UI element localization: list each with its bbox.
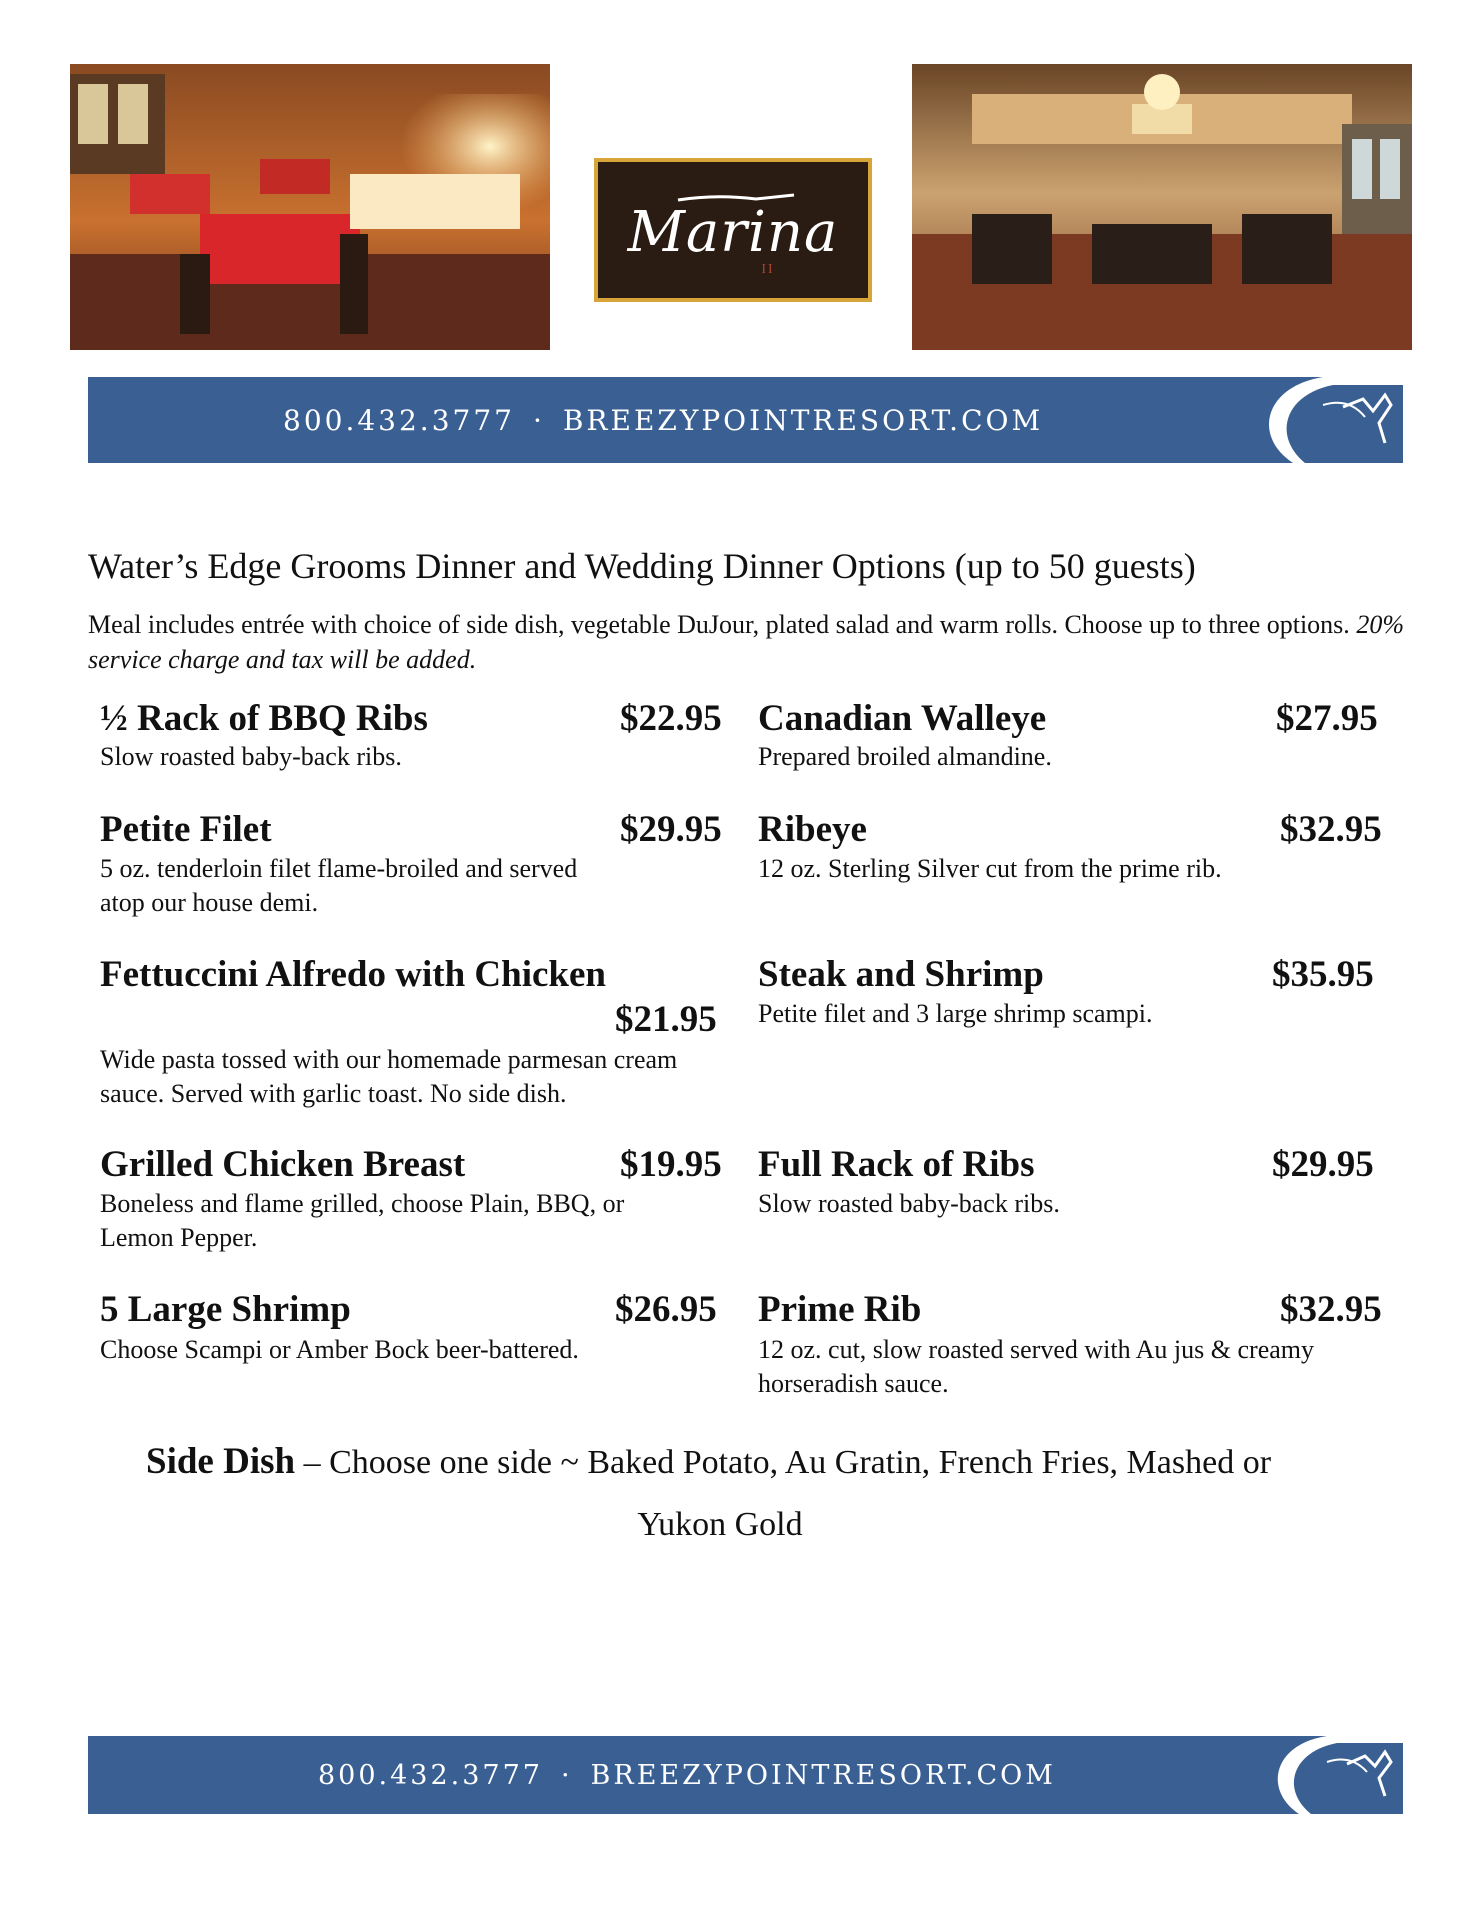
website-link[interactable]: BREEZYPOINTRESORT.COM [562,403,1044,437]
menu-item-price: $27.95 [1276,698,1378,739]
menu-item-price: $29.95 [620,809,722,850]
heron-emblem-icon [1263,1736,1403,1814]
menu-item-desc: Boneless and flame grilled, choose Plain, BBQ, or Lemon Pepper. [100,1189,625,1252]
menu-item-name: Ribeye [758,809,867,850]
contact-banner-top [88,377,1403,463]
side-dish-text: – Choose one side ~ Baked Potato, Au Gratin, French Fries, Mashed or [295,1444,1272,1481]
menu-item-price: $19.95 [620,1144,722,1185]
menu-item-name: Canadian Walleye [758,698,1047,739]
separator-dot: · [532,403,545,437]
menu-item-price: $22.95 [620,698,722,739]
menu-item-name: Prime Rib [758,1289,922,1330]
page-title: Water’s Edge Grooms Dinner and Wedding Dinner Options (up to 50 guests) [88,546,1196,586]
menu-item-desc: 5 oz. tenderloin filet flame-broiled and served atop our house demi. [100,854,578,917]
menu-item-name: Grilled Chicken Breast [100,1144,466,1185]
menu-item-desc: Wide pasta tossed with our homemade parmesan cream sauce. Served with garlic toast. No side dish. [100,1045,678,1108]
menu-item-price: $32.95 [1280,809,1382,850]
separator-dot: · [560,1759,573,1791]
logo-text: Marina [627,200,839,265]
menu-item-price: $21.95 [615,999,717,1040]
menu-item-name: 5 Large Shrimp [100,1289,351,1330]
menu-item-price: $29.95 [1272,1144,1374,1185]
banquet-room-photo-left [70,64,550,350]
intro-body: Meal includes entrée with choice of side dish, vegetable DuJour, plated salad and warm rolls. Choose up to three options. [88,610,1350,639]
menu-item-price: $32.95 [1280,1289,1382,1330]
marina-logo [594,158,872,302]
intro-note: 20% service charge and tax will be added. [88,610,1404,674]
menu-item-desc: Choose Scampi or Amber Bock beer-battered. [100,1335,579,1364]
logo-sub: II [761,262,775,277]
menu-item-desc: 12 oz. cut, slow roasted served with Au jus & creamy horseradish sauce. [758,1335,1314,1398]
menu-item-name: Full Rack of Ribs [758,1144,1035,1185]
side-dish-line-2: Yukon Gold [637,1506,803,1543]
side-dish-line [146,1440,1271,1483]
menu-item-name: ½ Rack of BBQ Ribs [100,698,428,739]
side-dish-label: Side Dish [146,1441,296,1482]
website-link[interactable]: BREEZYPOINTRESORT.COM [590,1759,1056,1791]
phone-number: 800.432.3777 [283,403,515,437]
menu-item-desc: Petite filet and 3 large shrimp scampi. [758,999,1153,1028]
menu-item-price: $26.95 [615,1289,717,1330]
menu-item-desc: Prepared broiled almandine. [758,742,1052,771]
menu-item-price: $35.95 [1272,954,1374,995]
menu-item-desc: Slow roasted baby-back ribs. [100,742,402,771]
menu-item-name: Steak and Shrimp [758,954,1044,995]
heron-emblem-icon [1253,377,1403,463]
menu-item-name: Fettuccini Alfredo with Chicken [100,954,606,995]
menu-item-desc: 12 oz. Sterling Silver cut from the prime rib. [758,854,1222,883]
contact-banner-bottom [88,1736,1403,1814]
menu-item-name: Petite Filet [100,809,272,850]
intro-text [88,607,1408,677]
dining-room-photo-right [912,64,1412,350]
phone-number: 800.432.3777 [318,1759,543,1791]
menu-item-desc: Slow roasted baby-back ribs. [758,1189,1060,1218]
